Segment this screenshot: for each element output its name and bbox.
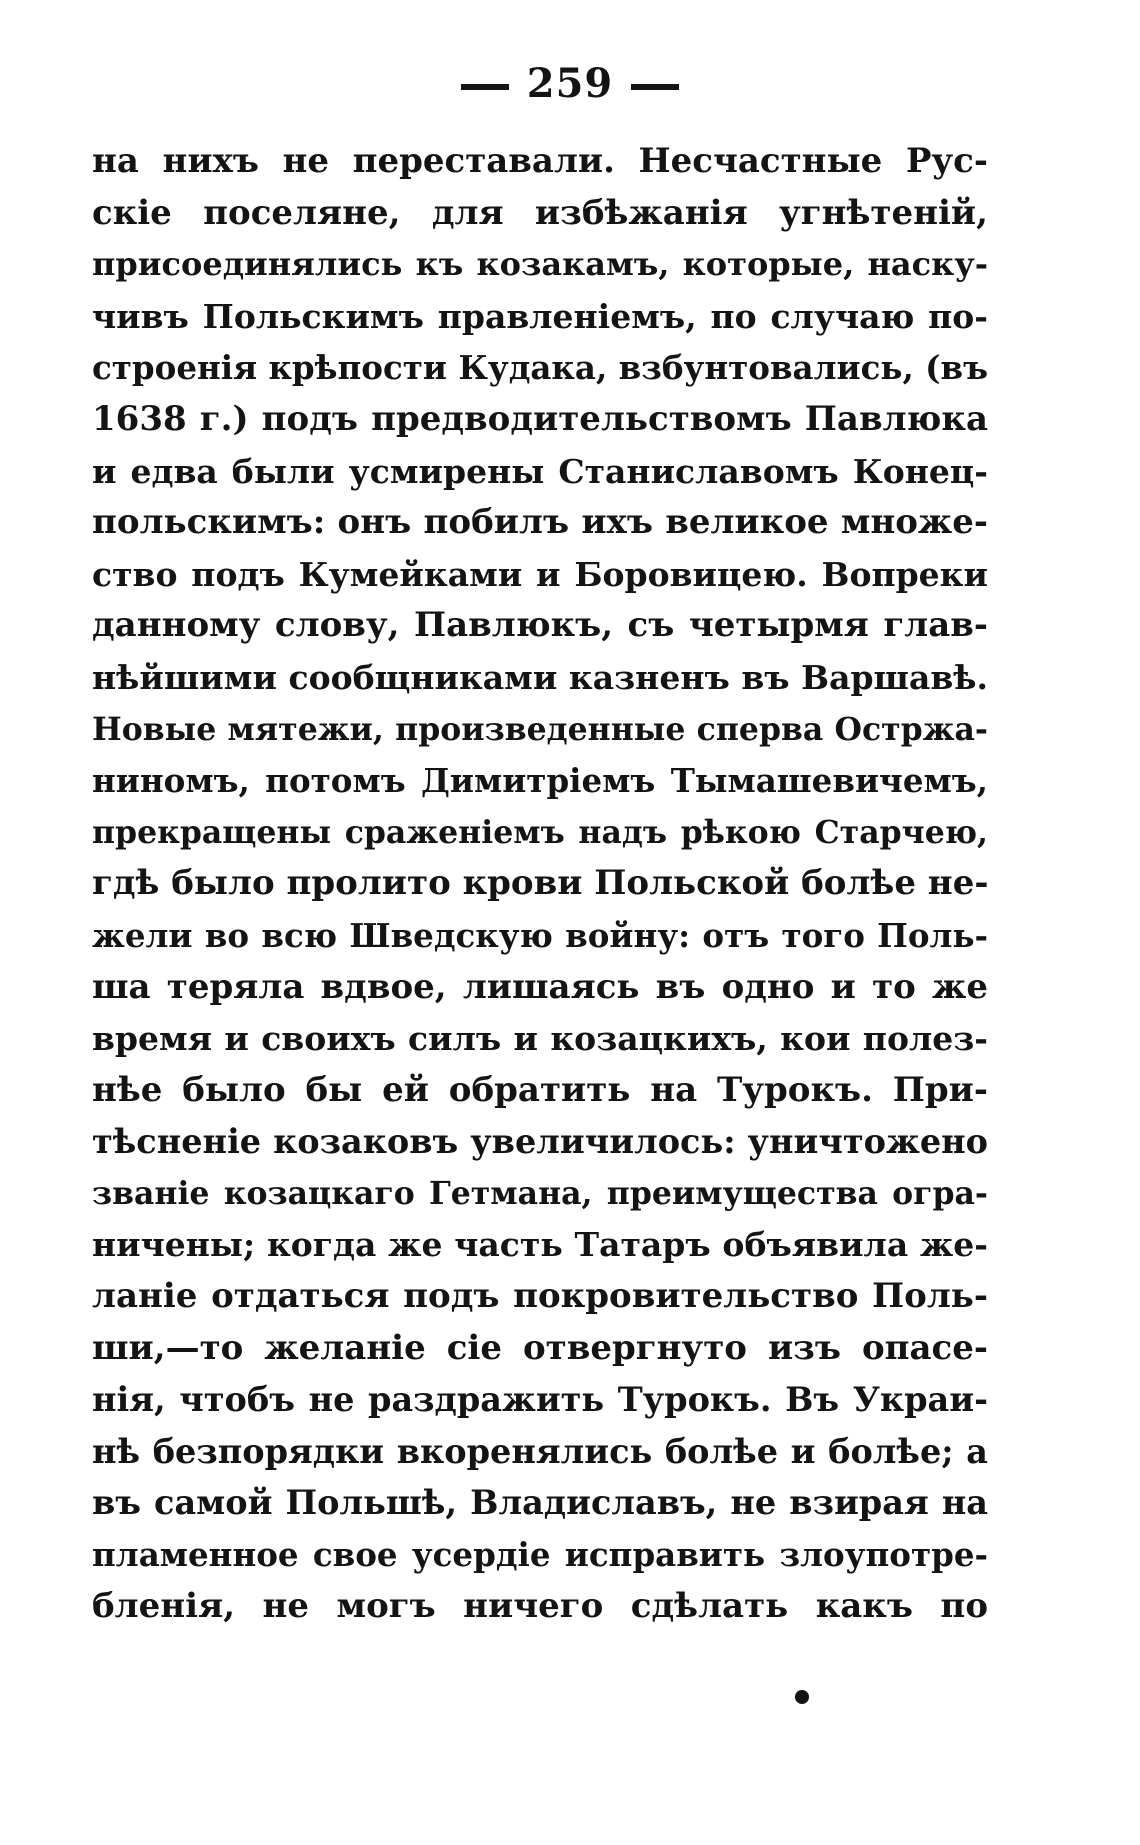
text-line: ниномъ, потомъ Димитріемъ Тымашевичемъ, <box>92 761 988 801</box>
text-line: 1638 г.) подъ предводительствомъ Павлюка <box>92 398 988 439</box>
printer-mark-dot <box>795 1690 809 1704</box>
text-line: нія, чтобъ не раздражить Турокъ. Въ Украи- <box>92 1380 988 1420</box>
page-number: 259 <box>526 60 614 107</box>
text-line: ланіе отдаться подъ покровительство Поль- <box>92 1276 988 1317</box>
text-line: въ самой Польшѣ, Владиславъ, не взирая на <box>92 1483 988 1523</box>
text-line: прекращены сраженіемъ надъ рѣкою Старчею, <box>92 813 988 851</box>
text-line: польскимъ: онъ побилъ ихъ великое множе- <box>92 502 988 543</box>
header-dash-left <box>461 84 509 90</box>
text-line: гдѣ было пролито крови Польской болѣе не- <box>92 863 988 904</box>
text-line: ши,—то желаніе сіе отвергнуто изъ опасе- <box>92 1327 988 1368</box>
text-line: нѣйшими сообщниками казненъ въ Варшавѣ. <box>92 657 988 697</box>
text-line: нѣе было бы ей обратить на Турокъ. При- <box>92 1069 988 1110</box>
text-line: бленія, не могъ ничего сдѣлать какъ по <box>92 1585 988 1626</box>
text-line: и едва были усмирены Станиславомъ Конец- <box>92 451 988 491</box>
text-line: строенія крѣпости Кудака, взбунтовались, (въ <box>92 348 988 388</box>
text-line: пламенное свое усердіе исправить злоупотре- <box>92 1535 988 1575</box>
text-line: чивъ Польскимъ правленіемъ, по случаю по- <box>92 296 988 336</box>
body-text <box>92 136 988 1632</box>
text-line: присоединялись къ козакамъ, которые, наску- <box>92 245 988 284</box>
text-line: тѣсненіе козаковъ увеличилось: уничтожено <box>92 1122 988 1162</box>
page-header <box>0 56 1140 112</box>
text-line: ство подъ Кумейками и Боровицею. Вопреки <box>92 554 988 594</box>
text-line: ша теряла вдвое, лишаясь въ одно и то же <box>92 966 988 1007</box>
text-line: жели во всю Шведскую войну: отъ того Поль- <box>92 915 988 955</box>
text-line: скіе поселяне, для избѣжанія угнѣтеній, <box>92 192 988 233</box>
text-line: ничены; когда же часть Татаръ объявила же- <box>92 1225 988 1265</box>
header-dash-right <box>631 84 679 90</box>
text-line: данному слову, Павлюкъ, съ четырмя глав- <box>92 605 988 646</box>
text-line: время и своихъ силъ и козацкихъ, кои полез- <box>92 1019 988 1059</box>
text-line: Новые мятежи, произведенные сперва Остржа- <box>92 710 988 748</box>
text-line: на нихъ не переставали. Несчастные Рус- <box>92 141 988 181</box>
text-line: званіе козацкаго Гетмана, преимущества огра- <box>92 1174 988 1212</box>
text-line: нѣ безпорядки вкоренялись болѣе и болѣе; а <box>92 1431 988 1471</box>
